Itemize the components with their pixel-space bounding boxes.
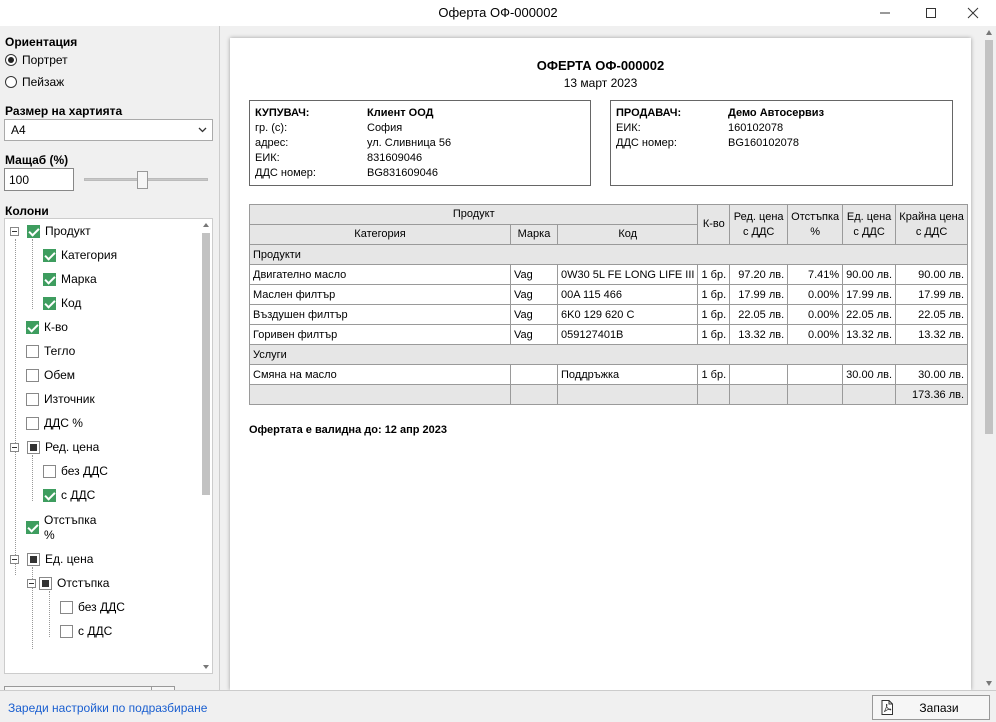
cell-qty: 1 бр.	[698, 325, 730, 345]
checkbox-icon[interactable]	[26, 369, 39, 382]
total-empty-cell	[698, 385, 730, 405]
cell-brand: Vag	[511, 265, 558, 285]
radio-label: Портрет	[22, 53, 68, 67]
tree-connector	[15, 239, 16, 575]
table-row	[250, 365, 968, 385]
seller-name: Демо Автосервиз	[728, 107, 825, 119]
scale-input[interactable]: 100	[4, 168, 74, 191]
total-empty-cell	[250, 385, 511, 405]
footer	[0, 690, 996, 722]
collapse-icon[interactable]	[10, 227, 19, 236]
checkbox-icon[interactable]	[43, 465, 56, 478]
cell-discount: 0.00%	[788, 305, 843, 325]
total-row	[250, 385, 968, 405]
header-line: Ед. цена	[846, 210, 892, 223]
cell-discount: 7.41%	[788, 265, 843, 285]
orientation-landscape-radio[interactable]	[5, 75, 64, 89]
tree-item-label: Ред. цена	[45, 440, 100, 454]
tree-item-vat-percent[interactable]	[26, 413, 83, 433]
tree-item-discount-percent[interactable]	[26, 513, 96, 543]
cell-category: Горивен филтър	[250, 325, 511, 345]
tree-item-product[interactable]	[10, 221, 91, 241]
seller-value: BG160102078	[728, 137, 799, 149]
buyer-value: BG831609046	[367, 167, 438, 179]
cell-code: Поддръжка	[558, 365, 698, 385]
seller-value: 160102078	[728, 122, 784, 134]
tree-item-label: Източник	[44, 392, 95, 406]
radio-icon	[5, 54, 17, 66]
tree-item-label: Ед. цена	[45, 552, 94, 566]
total-amount: 173.36 лв.	[896, 385, 968, 405]
table-row	[250, 265, 968, 285]
close-button[interactable]	[950, 0, 996, 26]
buyer-box	[249, 100, 591, 186]
checkbox-icon[interactable]	[27, 441, 40, 454]
checkbox-icon[interactable]	[43, 489, 56, 502]
items-table	[249, 204, 968, 405]
validity-label: Офертата е валидна до:	[249, 424, 382, 436]
cell-final: 17.99 лв.	[896, 285, 968, 305]
table-header-row	[250, 205, 968, 225]
tree-item-label: с ДДС	[61, 488, 96, 502]
header-product: Продукт	[250, 205, 698, 225]
tree-item-category[interactable]	[43, 245, 117, 265]
tree-item-unit-price[interactable]	[10, 549, 93, 569]
checkbox-icon[interactable]	[27, 553, 40, 566]
buyer-key: ДДС номер:	[255, 167, 316, 179]
tree-scrollbar-thumb[interactable]	[202, 233, 210, 495]
save-pdf-button[interactable]	[872, 695, 990, 720]
orientation-label: Ориентация	[5, 35, 78, 49]
header-category: Категория	[250, 225, 511, 245]
cell-code: 00A 115 466	[558, 285, 698, 305]
header-row-price	[730, 205, 788, 245]
cell-category: Двигателно масло	[250, 265, 511, 285]
header-brand: Марка	[511, 225, 558, 245]
cell-unit: 22.05 лв.	[843, 305, 896, 325]
buyer-value: 831609046	[367, 152, 423, 164]
reset-defaults-link[interactable]: Зареди настройки по подразбиране	[8, 701, 208, 715]
print-preview	[219, 26, 996, 690]
tree-item-label: с ДДС	[78, 624, 113, 638]
chevron-down-icon	[198, 125, 207, 134]
header-unit-price	[843, 205, 896, 245]
tree-item-code[interactable]	[43, 293, 81, 313]
buyer-key: адрес:	[255, 137, 289, 149]
group-row-products	[250, 245, 968, 265]
cell-category: Маслен филтър	[250, 285, 511, 305]
columns-tree	[4, 218, 213, 674]
scroll-up-icon[interactable]	[984, 28, 994, 38]
buyer-key: ЕИК:	[255, 152, 280, 164]
tree-item-unit-no-vat[interactable]	[60, 597, 125, 617]
minimize-icon	[879, 7, 891, 19]
cell-code: 0W30 5L FE LONG LIFE III	[558, 265, 698, 285]
buyer-value: София	[367, 122, 403, 134]
collapse-icon[interactable]	[10, 555, 19, 564]
tree-item-label	[44, 513, 96, 543]
cell-final: 90.00 лв.	[896, 265, 968, 285]
cell-brand: Vag	[511, 325, 558, 345]
total-empty-cell	[788, 385, 843, 405]
cell-price: 97.20 лв.	[730, 265, 788, 285]
seller-key: ЕИК:	[616, 122, 641, 134]
cell-unit: 30.00 лв.	[843, 365, 896, 385]
tree-item-label: Продукт	[45, 224, 91, 238]
total-empty-cell	[558, 385, 698, 405]
validity-line	[249, 424, 447, 436]
settings-panel	[0, 26, 218, 690]
pdf-icon	[873, 700, 901, 715]
checkbox-icon[interactable]	[26, 521, 39, 534]
window-title: Оферта ОФ-000002	[438, 5, 558, 20]
cell-unit: 13.32 лв.	[843, 325, 896, 345]
cell-final: 22.05 лв.	[896, 305, 968, 325]
checkbox-icon[interactable]	[43, 297, 56, 310]
tree-item-label: без ДДС	[78, 600, 125, 614]
tree-connector	[49, 591, 50, 637]
tree-item-weight[interactable]	[26, 341, 75, 361]
header-line: с ДДС	[853, 225, 885, 238]
tree-item-label: Марка	[61, 272, 97, 286]
tree-item-label: Категория	[61, 248, 118, 262]
maximize-button[interactable]	[908, 0, 954, 26]
checkbox-icon[interactable]	[26, 417, 39, 430]
header-code: Код	[558, 225, 698, 245]
cell-final: 30.00 лв.	[896, 365, 968, 385]
radio-icon	[5, 76, 17, 88]
total-empty-cell	[843, 385, 896, 405]
close-icon	[967, 7, 979, 19]
checkbox-icon[interactable]	[60, 601, 73, 614]
scale-label: Мащаб (%)	[5, 153, 69, 167]
header-line: Крайна цена	[899, 210, 964, 223]
header-line: %	[810, 225, 821, 238]
header-line: с ДДС	[915, 225, 948, 238]
document-date: 13 март 2023	[563, 76, 638, 90]
cell-qty: 1 бр.	[698, 365, 730, 385]
seller-key: ДДС номер:	[616, 137, 677, 149]
document-title: ОФЕРТА ОФ-000002	[536, 58, 665, 73]
tree-scrollbar[interactable]	[202, 221, 210, 671]
preview-scrollbar-thumb[interactable]	[985, 40, 993, 434]
cell-unit: 90.00 лв.	[843, 265, 896, 285]
cell-category: Смяна на масло	[250, 365, 511, 385]
group-row-services	[250, 345, 968, 365]
header-final-price	[896, 205, 968, 245]
tree-item-label: Обем	[44, 368, 75, 382]
tree-item-qty[interactable]	[26, 317, 68, 337]
cell-discount	[788, 365, 843, 385]
tree-item-label: ДДС %	[44, 416, 83, 430]
seller-box	[610, 100, 953, 186]
header-line: Ред. цена	[733, 210, 784, 223]
tree-item-label-line2: %	[44, 528, 55, 542]
collapse-icon[interactable]	[27, 579, 36, 588]
tree-item-brand[interactable]	[43, 269, 97, 289]
save-label: Запази	[919, 700, 959, 715]
cell-unit: 17.99 лв.	[843, 285, 896, 305]
tree-item-label: Отстъпка	[57, 576, 110, 590]
cell-brand	[511, 365, 558, 385]
cell-final: 13.32 лв.	[896, 325, 968, 345]
checkbox-icon[interactable]	[26, 345, 39, 358]
cell-price: 13.32 лв.	[730, 325, 788, 345]
scale-slider-thumb[interactable]	[137, 171, 148, 189]
cell-code: 059127401B	[558, 325, 698, 345]
buyer-key: гр. (с):	[255, 122, 288, 134]
cell-category: Въздушен филтър	[250, 305, 511, 325]
tree-item-label: без ДДС	[61, 464, 108, 478]
checkbox-icon[interactable]	[26, 321, 39, 334]
tree-item-row-price-with-vat[interactable]	[43, 485, 95, 505]
cell-price: 22.05 лв.	[730, 305, 788, 325]
scroll-down-icon[interactable]	[202, 663, 210, 671]
table-row	[250, 305, 968, 325]
cell-qty: 1 бр.	[698, 285, 730, 305]
scroll-up-icon[interactable]	[202, 221, 210, 229]
columns-label: Колони	[5, 204, 49, 218]
header-line: Отстъпка	[791, 210, 840, 223]
preview-scrollbar[interactable]	[984, 26, 994, 690]
validity-date: 12 апр 2023	[384, 424, 447, 436]
tree-item-label-line1: Отстъпка	[44, 513, 97, 527]
table-row	[250, 285, 968, 305]
total-empty-cell	[730, 385, 788, 405]
cell-price: 17.99 лв.	[730, 285, 788, 305]
cell-brand: Vag	[511, 305, 558, 325]
tree-item-unit-discount[interactable]	[27, 573, 109, 593]
checkbox-icon[interactable]	[27, 225, 40, 238]
checkbox-icon[interactable]	[26, 393, 39, 406]
cell-brand: Vag	[511, 285, 558, 305]
cell-code: 6K0 129 620 C	[558, 305, 698, 325]
cell-discount: 0.00%	[788, 325, 843, 345]
cell-qty: 1 бр.	[698, 305, 730, 325]
checkbox-icon[interactable]	[43, 249, 56, 262]
buyer-name: Клиент ООД	[367, 107, 434, 119]
cell-qty: 1 бр.	[698, 265, 730, 285]
scroll-down-icon[interactable]	[984, 678, 994, 688]
tree-connector	[32, 455, 33, 501]
title-bar	[0, 0, 996, 26]
buyer-heading: КУПУВАЧ:	[255, 107, 310, 119]
tree-item-label: Тегло	[44, 344, 76, 358]
group-label: Продукти	[250, 245, 968, 265]
tree-item-source[interactable]	[26, 389, 95, 409]
radio-label: Пейзаж	[22, 75, 65, 89]
seller-heading: ПРОДАВАЧ:	[616, 107, 682, 119]
preview-page	[230, 38, 971, 690]
checkbox-icon[interactable]	[43, 273, 56, 286]
tree-item-label: Код	[61, 296, 82, 310]
tree-item-row-price[interactable]	[10, 437, 99, 457]
tree-connector	[32, 239, 33, 309]
tree-item-row-price-no-vat[interactable]	[43, 461, 108, 481]
checkbox-icon[interactable]	[60, 625, 73, 638]
cell-price	[730, 365, 788, 385]
cell-discount: 0.00%	[788, 285, 843, 305]
tree-item-unit-with-vat[interactable]	[60, 621, 112, 641]
orientation-portrait-radio[interactable]	[5, 53, 68, 67]
tree-item-volume[interactable]	[26, 365, 75, 385]
table-row	[250, 325, 968, 345]
checkbox-icon[interactable]	[39, 577, 52, 590]
total-empty-cell	[511, 385, 558, 405]
header-discount	[788, 205, 843, 245]
collapse-icon[interactable]	[10, 443, 19, 452]
paper-size-label: Размер на хартията	[5, 104, 123, 118]
paper-size-select[interactable]	[4, 119, 213, 141]
minimize-button[interactable]	[862, 0, 908, 26]
tree-item-label: К-во	[44, 320, 68, 334]
buyer-value: ул. Сливница 56	[367, 137, 452, 149]
group-label: Услуги	[250, 345, 968, 365]
header-qty: К-во	[698, 205, 730, 245]
paper-size-value: A4	[11, 123, 26, 137]
header-line: с ДДС	[742, 225, 775, 238]
maximize-icon	[925, 7, 937, 19]
